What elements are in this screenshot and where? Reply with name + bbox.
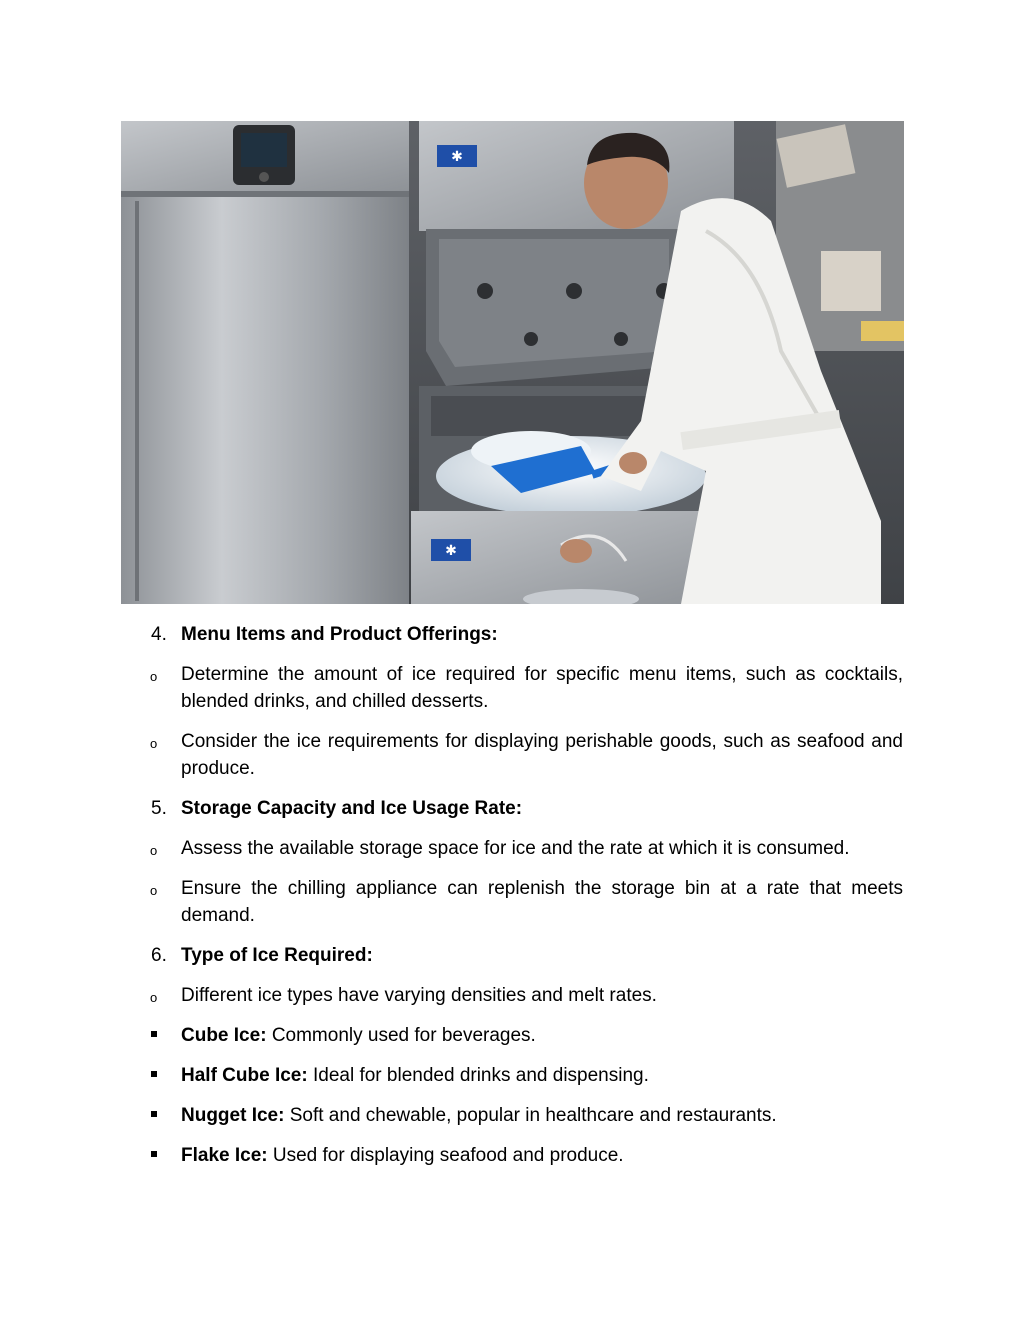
list-item-text: Different ice types have varying densities and melt rates. <box>181 985 657 1006</box>
section-heading: Storage Capacity and Ice Usage Rate: <box>181 798 523 819</box>
ice-machine-photo <box>121 121 904 604</box>
square-bullet-icon <box>151 1062 181 1089</box>
square-bullet-icon <box>151 1022 181 1049</box>
list-item-text: Consider the ice requirements for displaying perishable goods, such as seafood and produce. <box>181 731 903 779</box>
ice-type-desc: Used for displaying seafood and produce. <box>272 1145 624 1166</box>
circle-bullet-icon: o <box>150 883 158 898</box>
ice-type-desc: Ideal for blended drinks and dispensing. <box>312 1065 649 1086</box>
list-number: 4. <box>151 624 167 645</box>
square-bullet-icon <box>151 1142 181 1169</box>
svg-text:✱: ✱ <box>451 149 463 165</box>
list-number: 6. <box>151 945 167 966</box>
square-bullet-icon <box>151 1102 181 1129</box>
svg-text:✱: ✱ <box>445 543 457 559</box>
circle-bullet-icon: o <box>150 669 158 684</box>
ice-type-name: Flake Ice: <box>181 1145 268 1166</box>
ice-type-name: Cube Ice: <box>181 1025 267 1046</box>
list-item-text: Ensure the chilling appliance can replenish the storage bin at a rate that meets demand. <box>181 878 903 926</box>
circle-bullet-icon: o <box>150 843 158 858</box>
section-heading: Type of Ice Required: <box>181 945 373 966</box>
circle-bullet-icon: o <box>150 990 158 1005</box>
list-number: 5. <box>151 798 167 819</box>
ice-type-name: Half Cube Ice: <box>181 1065 308 1086</box>
list-item-text: Determine the amount of ice required for specific menu items, such as cocktails, blended drinks, and chilled desserts. <box>181 664 903 712</box>
ice-type-desc: Commonly used for beverages. <box>271 1025 536 1046</box>
ice-type-desc: Soft and chewable, popular in healthcare and restaurants. <box>289 1105 777 1126</box>
circle-bullet-icon: o <box>150 736 158 751</box>
list-item-text: Assess the available storage space for ice and the rate at which it is consumed. <box>181 838 850 859</box>
section-heading: Menu Items and Product Offerings: <box>181 624 498 645</box>
photo-illustration <box>121 121 904 604</box>
ice-type-name: Nugget Ice: <box>181 1105 285 1126</box>
